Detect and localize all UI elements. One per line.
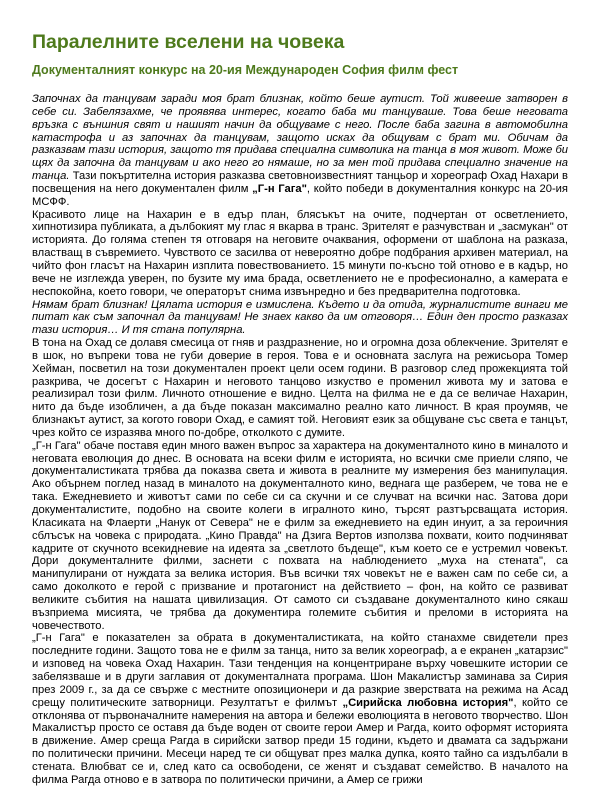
- article-subtitle: Документалният конкурс на 20-ия Международен София филм фест: [32, 63, 459, 77]
- text-run: „Г-н Гага" е показателен за обрата в документалистиката, на който станахме свидетели през последните години. Защото това не е филм за танца, нито за велик хореограф, а е екранен „катарзис" и изповед на човека Охад Нахарин. Тази тенденция на концентриране върху човешките истории се забелязваше и в други заглавия от документалната програма. Шон Макалистър заминава за Сирия през 2009 г., за да се свърже с местните опозиционери и да разкрие зверствата на режима на Асад срещу политическите затворници. Резултатът е филмът: [32, 632, 568, 709]
- paragraph: [32, 209, 568, 299]
- film-title: „Сирийска любовна история": [342, 696, 514, 709]
- paragraph: [32, 440, 568, 633]
- text-run: В тона на Охад се долавя смесица от гняв и раздразнение, но и огромна доза облекчение. Зрителят е в шок, но въпреки това не губи доверие в героя. Това е и основната заслуга на режисьора Томер Хейман, посветил на този документален проект цели осем години. В разговор след прожекцията той разкрива, че досегът с Нахарин и неговото танцово изкуство е променил живота му и затова е реализирал този филм. Личното отношение е видно. Целта на филма не е да се величае Нахарин, нито да бъде изобличен, а да бъде показан максимално реално като личност. В края проумяв, че близнакът аутист, за когото говори Охад, е самият той. Неговият език за общуване със света е танцът, чрез който се изразява много по-добре, отколкото с думите.: [32, 337, 568, 439]
- film-title: „Г-н Гага": [252, 182, 307, 195]
- text-run: Нямам брат близнак! Цялата история е измислена. Където и да отида, журналистите винаги ме питат как съм започнал да танцувам! Не знаех какво да им отговоря… Един ден просто разказах тази история… И тя стана популярна.: [32, 298, 568, 337]
- article-body: [32, 93, 568, 787]
- paragraph-quote: [32, 299, 568, 338]
- text-run: Красивото лице на Нахарин е в едър план, блясъкът на очите, подчертан от осветлението, хипнотизира публиката, а дълбокият му глас я вкарва в транс. Зрителят е разчувстван и „засмукан" от историята. До голяма степен тя отговаря на неговите очаквания, оформени от шаблона на разказа, властващ в съвремието. Чувството се засилва от невероятно добре подбрания архивен материал, на чийто фон гласът на Нахарин изплита повествованието. 15 минути по-късно той отново е в кадър, но вече не изглежда уверен, по бузите му има брада, осветлението не е професионално, а камерата е неспокойна, което говори, че операторът снима извънредно и без предварителна подготовка.: [32, 208, 568, 298]
- paragraph: [32, 337, 568, 440]
- text-run: Тази покъртителна история разказва световноизвестният танцьор и хореограф Охад Нахари в посвещения на него документален филм: [32, 170, 568, 195]
- text-run: „Г-н Гага" обаче поставя един много важен въпрос за характера на документалното кино в миналото и неговата еволюция до днес. В основата на всеки филм е историята, но всички сме приели сляпо, че документалистиката трябва да показва света и живота в реалните му измерения без манипулация. Ако обърнем поглед назад в миналото на документалното кино, веднага ще разберем, че това не е така. Ежедневието и животът сами по себе си са скучни и се случват на всички нас. Затова дори документалистите, подобно на своите колеги в игралното кино, търсят разтърсващата история. Класиката на Флаерти „Нанук от Севера" не е филм за ежедневието на един инуит, а за героичния сблъсък на човека с природата. „Кино Правда" на Дзига Вертов използва похвати, които подчиняват кадрите от скучното всекидневие на идеята за „светлото бъдеще", към което се е устремил човекът. Дори документалните филми, заснети с похвата на наблюдението „муха на стената", са манипулирани от нуждата за велика история. Във всички тях човекът не е важен сам по себе си, а само доколкото е герой с призвание и протагонист на действието – фон, на който се развиват великите събития на нашата цивилизация. От самото си създаване документалното кино сякаш възприема мисията, че трябва да документира големите събития и преломи в историята на човечеството.: [32, 439, 568, 632]
- text-run: Започнах да танцувам заради моя брат близнак, който беше аутист. Той живееше затворен в себе си. Забелязахме, че проявява интерес, когато баба ми танцуваше. Това беше неговата връзка с външния свят и нашият начин да общуваме с него. После баба загина в автомобилна катастрофа и аз започнах да танцувам, защото исках да общувам с брат ми. Обичам да разказвам тази история, защото тя придава специална символика на танца в моя живот. Може би щях да започна да танцувам и ако него го нямаше, но за мен той придава специално значение на танца.: [32, 93, 568, 183]
- text-run: , който се отклонява от първоначалните намерения на автора и бележи еволюцията в неговото творчество. Шон Макалистър просто се оставя да бъде воден от своите герои Амер и Рагда, които оформят историята в движение. Амер среща Рагда в сирийски затвор преди 15 години, където и двамата са задържани по политически причини. Месеци наред те си общуват през малка дупка, която тайно са издълбали в стената. Влюбват се и, след като са освободени, се женят и създават семейство. В началото на филма Рагда отново е в затвора по политически причини, а Амер се грижи: [32, 696, 568, 786]
- paragraph: [32, 632, 568, 786]
- article-title: Паралелните вселени на човека: [32, 31, 345, 53]
- text-run: , който победи в документалния конкурс на 20-ия МСФФ.: [32, 182, 568, 208]
- paragraph: [32, 93, 568, 209]
